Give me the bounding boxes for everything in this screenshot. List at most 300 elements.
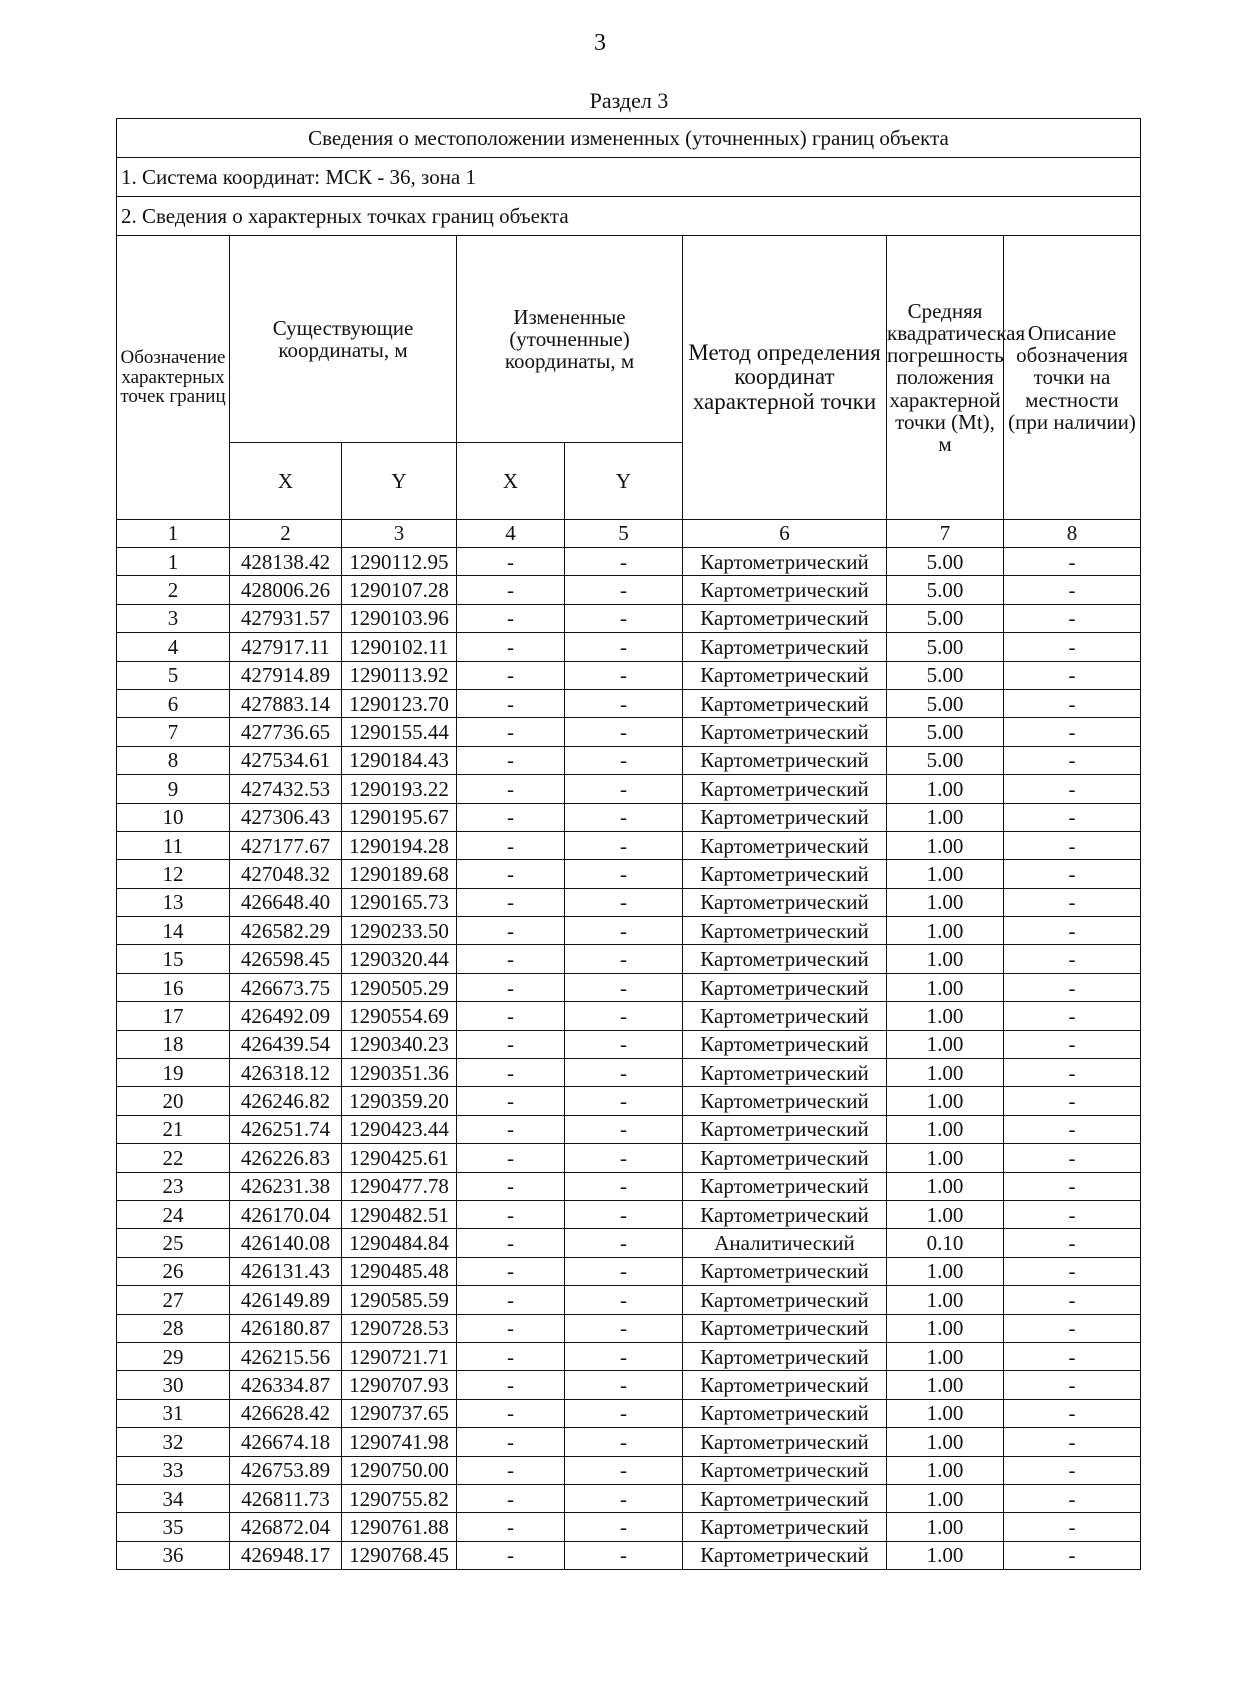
point-number-cell: 30 — [117, 1371, 230, 1399]
changed-y-cell: - — [565, 1342, 683, 1370]
changed-y-cell: - — [565, 1172, 683, 1200]
changed-y-cell: - — [565, 548, 683, 576]
point-number-cell: 26 — [117, 1257, 230, 1285]
description-cell: - — [1004, 1513, 1141, 1541]
changed-y-cell: - — [565, 917, 683, 945]
header-existing-x: X — [230, 443, 342, 520]
existing-x-cell: 426140.08 — [230, 1229, 342, 1257]
table-row — [117, 860, 1141, 888]
point-number-cell: 18 — [117, 1030, 230, 1058]
existing-y-cell: 1290425.61 — [342, 1144, 457, 1172]
header-changed-y: Y — [565, 443, 683, 520]
changed-x-cell: - — [457, 1002, 565, 1030]
description-cell: - — [1004, 1257, 1141, 1285]
error-cell: 1.00 — [887, 1200, 1004, 1228]
description-cell: - — [1004, 576, 1141, 604]
changed-x-cell: - — [457, 1286, 565, 1314]
table-row — [117, 1371, 1141, 1399]
column-number: 5 — [565, 520, 683, 548]
changed-x-cell: - — [457, 1456, 565, 1484]
method-cell: Картометрический — [683, 1002, 887, 1030]
method-cell: Картометрический — [683, 1115, 887, 1143]
point-number-cell: 13 — [117, 888, 230, 916]
method-cell: Картометрический — [683, 1314, 887, 1342]
points-heading-row — [117, 197, 1141, 236]
existing-y-cell: 1290189.68 — [342, 860, 457, 888]
existing-y-cell: 1290113.92 — [342, 661, 457, 689]
point-number-cell: 31 — [117, 1399, 230, 1427]
table-row — [117, 604, 1141, 632]
point-number-cell: 15 — [117, 945, 230, 973]
changed-y-cell: - — [565, 576, 683, 604]
changed-x-cell: - — [457, 888, 565, 916]
point-number-cell: 22 — [117, 1144, 230, 1172]
existing-y-cell: 1290721.71 — [342, 1342, 457, 1370]
method-cell: Картометрический — [683, 803, 887, 831]
existing-x-cell: 426628.42 — [230, 1399, 342, 1427]
description-cell: - — [1004, 1342, 1141, 1370]
error-cell: 1.00 — [887, 1456, 1004, 1484]
table-row — [117, 1030, 1141, 1058]
changed-x-cell: - — [457, 661, 565, 689]
description-cell: - — [1004, 973, 1141, 1001]
description-cell: - — [1004, 1059, 1141, 1087]
column-number: 7 — [887, 520, 1004, 548]
description-cell: - — [1004, 1144, 1141, 1172]
changed-x-cell: - — [457, 831, 565, 859]
table-row — [117, 1172, 1141, 1200]
changed-y-cell: - — [565, 689, 683, 717]
existing-y-cell: 1290123.70 — [342, 689, 457, 717]
existing-x-cell: 426246.82 — [230, 1087, 342, 1115]
existing-x-cell: 427883.14 — [230, 689, 342, 717]
table-row — [117, 718, 1141, 746]
method-cell: Аналитический — [683, 1229, 887, 1257]
table-row — [117, 1513, 1141, 1541]
existing-y-cell: 1290194.28 — [342, 831, 457, 859]
table-row — [117, 1200, 1141, 1228]
existing-y-cell: 1290102.11 — [342, 633, 457, 661]
existing-x-cell: 426439.54 — [230, 1030, 342, 1058]
table-row — [117, 1399, 1141, 1427]
method-cell: Картометрический — [683, 1030, 887, 1058]
changed-y-cell: - — [565, 1257, 683, 1285]
table-title-row — [117, 119, 1141, 158]
existing-x-cell: 426582.29 — [230, 917, 342, 945]
table-row — [117, 1428, 1141, 1456]
existing-y-cell: 1290750.00 — [342, 1456, 457, 1484]
error-cell: 1.00 — [887, 1115, 1004, 1143]
point-number-cell: 21 — [117, 1115, 230, 1143]
point-number-cell: 10 — [117, 803, 230, 831]
table-row — [117, 1257, 1141, 1285]
error-cell: 1.00 — [887, 1286, 1004, 1314]
changed-y-cell: - — [565, 604, 683, 632]
error-cell: 1.00 — [887, 1314, 1004, 1342]
table-row — [117, 661, 1141, 689]
existing-y-cell: 1290707.93 — [342, 1371, 457, 1399]
error-cell: 1.00 — [887, 1484, 1004, 1512]
changed-y-cell: - — [565, 1428, 683, 1456]
description-cell: - — [1004, 831, 1141, 859]
description-cell: - — [1004, 661, 1141, 689]
header-designation: Обозначение характерных точек границ — [117, 236, 230, 520]
existing-y-cell: 1290728.53 — [342, 1314, 457, 1342]
error-cell: 0.10 — [887, 1229, 1004, 1257]
changed-x-cell: - — [457, 1144, 565, 1172]
existing-x-cell: 428138.42 — [230, 548, 342, 576]
error-cell: 1.00 — [887, 860, 1004, 888]
existing-x-cell: 426318.12 — [230, 1059, 342, 1087]
table-row — [117, 1456, 1141, 1484]
existing-y-cell: 1290477.78 — [342, 1172, 457, 1200]
table-title: Сведения о местоположении измененных (уточненных) границ объекта — [117, 119, 1141, 158]
changed-y-cell: - — [565, 1513, 683, 1541]
error-cell: 1.00 — [887, 1002, 1004, 1030]
column-number: 4 — [457, 520, 565, 548]
description-cell: - — [1004, 1428, 1141, 1456]
error-cell: 1.00 — [887, 831, 1004, 859]
method-cell: Картометрический — [683, 775, 887, 803]
existing-x-cell: 426673.75 — [230, 973, 342, 1001]
description-cell: - — [1004, 888, 1141, 916]
table-row — [117, 1541, 1141, 1569]
existing-y-cell: 1290554.69 — [342, 1002, 457, 1030]
point-number-cell: 4 — [117, 633, 230, 661]
changed-x-cell: - — [457, 746, 565, 774]
changed-x-cell: - — [457, 803, 565, 831]
coord-system-row — [117, 158, 1141, 197]
table-row — [117, 1002, 1141, 1030]
header-method: Метод определения координат характерной точки — [683, 236, 887, 520]
column-number-row — [117, 520, 1141, 548]
point-number-cell: 23 — [117, 1172, 230, 1200]
existing-x-cell: 426948.17 — [230, 1541, 342, 1569]
changed-x-cell: - — [457, 1428, 565, 1456]
error-cell: 1.00 — [887, 1172, 1004, 1200]
changed-x-cell: - — [457, 1172, 565, 1200]
table-row — [117, 1342, 1141, 1370]
description-cell: - — [1004, 1172, 1141, 1200]
points-heading: 2. Сведения о характерных точках границ объекта — [117, 197, 1141, 236]
method-cell: Картометрический — [683, 576, 887, 604]
method-cell: Картометрический — [683, 1286, 887, 1314]
error-cell: 5.00 — [887, 633, 1004, 661]
point-number-cell: 33 — [117, 1456, 230, 1484]
error-cell: 1.00 — [887, 1030, 1004, 1058]
changed-x-cell: - — [457, 1342, 565, 1370]
changed-y-cell: - — [565, 1087, 683, 1115]
section-title: Раздел 3 — [589, 88, 669, 113]
changed-y-cell: - — [565, 831, 683, 859]
point-number-cell: 9 — [117, 775, 230, 803]
description-cell: - — [1004, 689, 1141, 717]
existing-x-cell: 426231.38 — [230, 1172, 342, 1200]
table-body — [117, 119, 1141, 1570]
header-description: Описание обозначения точки на местности (при наличии) — [1004, 236, 1141, 520]
description-cell: - — [1004, 1030, 1141, 1058]
existing-x-cell: 426149.89 — [230, 1286, 342, 1314]
point-number-cell: 8 — [117, 746, 230, 774]
existing-x-cell: 426170.04 — [230, 1200, 342, 1228]
column-number: 1 — [117, 520, 230, 548]
changed-x-cell: - — [457, 1399, 565, 1427]
changed-y-cell: - — [565, 1541, 683, 1569]
error-cell: 5.00 — [887, 661, 1004, 689]
existing-x-cell: 427931.57 — [230, 604, 342, 632]
table-row — [117, 831, 1141, 859]
table-row — [117, 945, 1141, 973]
point-number-cell: 5 — [117, 661, 230, 689]
changed-x-cell: - — [457, 1541, 565, 1569]
existing-y-cell: 1290107.28 — [342, 576, 457, 604]
existing-y-cell: 1290485.48 — [342, 1257, 457, 1285]
table-row — [117, 1484, 1141, 1512]
table-row — [117, 775, 1141, 803]
method-cell: Картометрический — [683, 661, 887, 689]
description-cell: - — [1004, 1002, 1141, 1030]
error-cell: 1.00 — [887, 1371, 1004, 1399]
column-number: 8 — [1004, 520, 1141, 548]
changed-y-cell: - — [565, 1200, 683, 1228]
existing-y-cell: 1290233.50 — [342, 917, 457, 945]
header-existing-y: Y — [342, 443, 457, 520]
existing-x-cell: 426753.89 — [230, 1456, 342, 1484]
description-cell: - — [1004, 860, 1141, 888]
existing-y-cell: 1290195.67 — [342, 803, 457, 831]
point-number-cell: 27 — [117, 1286, 230, 1314]
changed-y-cell: - — [565, 1286, 683, 1314]
description-cell: - — [1004, 1484, 1141, 1512]
method-cell: Картометрический — [683, 973, 887, 1001]
table-row — [117, 1286, 1141, 1314]
changed-x-cell: - — [457, 1371, 565, 1399]
header-changed-x: X — [457, 443, 565, 520]
changed-x-cell: - — [457, 689, 565, 717]
existing-x-cell: 426215.56 — [230, 1342, 342, 1370]
existing-y-cell: 1290737.65 — [342, 1399, 457, 1427]
method-cell: Картометрический — [683, 604, 887, 632]
point-number-cell: 29 — [117, 1342, 230, 1370]
method-cell: Картометрический — [683, 1257, 887, 1285]
description-cell: - — [1004, 718, 1141, 746]
table-row — [117, 1144, 1141, 1172]
method-cell: Картометрический — [683, 1200, 887, 1228]
method-cell: Картометрический — [683, 1144, 887, 1172]
changed-y-cell: - — [565, 775, 683, 803]
description-cell: - — [1004, 945, 1141, 973]
changed-y-cell: - — [565, 888, 683, 916]
changed-y-cell: - — [565, 973, 683, 1001]
error-cell: 1.00 — [887, 973, 1004, 1001]
existing-x-cell: 426872.04 — [230, 1513, 342, 1541]
method-cell: Картометрический — [683, 888, 887, 916]
table-row — [117, 917, 1141, 945]
point-number-cell: 1 — [117, 548, 230, 576]
changed-y-cell: - — [565, 1002, 683, 1030]
changed-y-cell: - — [565, 1399, 683, 1427]
method-cell: Картометрический — [683, 945, 887, 973]
changed-y-cell: - — [565, 718, 683, 746]
changed-x-cell: - — [457, 1030, 565, 1058]
table-row — [117, 633, 1141, 661]
point-number-cell: 14 — [117, 917, 230, 945]
error-cell: 1.00 — [887, 888, 1004, 916]
table-row — [117, 746, 1141, 774]
changed-y-cell: - — [565, 1030, 683, 1058]
method-cell: Картометрический — [683, 1087, 887, 1115]
boundary-points-table — [116, 118, 1141, 1570]
existing-y-cell: 1290482.51 — [342, 1200, 457, 1228]
changed-x-cell: - — [457, 1200, 565, 1228]
error-cell: 5.00 — [887, 576, 1004, 604]
table-row — [117, 973, 1141, 1001]
changed-x-cell: - — [457, 1115, 565, 1143]
error-cell: 5.00 — [887, 604, 1004, 632]
changed-x-cell: - — [457, 604, 565, 632]
page-number: 3 — [594, 30, 606, 56]
changed-y-cell: - — [565, 1144, 683, 1172]
table-row — [117, 576, 1141, 604]
point-number-cell: 3 — [117, 604, 230, 632]
description-cell: - — [1004, 917, 1141, 945]
method-cell: Картометрический — [683, 1513, 887, 1541]
error-cell: 1.00 — [887, 1059, 1004, 1087]
point-number-cell: 12 — [117, 860, 230, 888]
existing-y-cell: 1290755.82 — [342, 1484, 457, 1512]
point-number-cell: 32 — [117, 1428, 230, 1456]
existing-x-cell: 427177.67 — [230, 831, 342, 859]
existing-y-cell: 1290484.84 — [342, 1229, 457, 1257]
existing-x-cell: 427534.61 — [230, 746, 342, 774]
changed-x-cell: - — [457, 548, 565, 576]
existing-x-cell: 426811.73 — [230, 1484, 342, 1512]
existing-x-cell: 427917.11 — [230, 633, 342, 661]
error-cell: 5.00 — [887, 746, 1004, 774]
table-row — [117, 1115, 1141, 1143]
existing-x-cell: 426180.87 — [230, 1314, 342, 1342]
existing-y-cell: 1290585.59 — [342, 1286, 457, 1314]
existing-x-cell: 426251.74 — [230, 1115, 342, 1143]
point-number-cell: 7 — [117, 718, 230, 746]
existing-x-cell: 427432.53 — [230, 775, 342, 803]
existing-x-cell: 426334.87 — [230, 1371, 342, 1399]
point-number-cell: 19 — [117, 1059, 230, 1087]
table-row — [117, 803, 1141, 831]
changed-x-cell: - — [457, 1059, 565, 1087]
error-cell: 5.00 — [887, 718, 1004, 746]
method-cell: Картометрический — [683, 1059, 887, 1087]
existing-y-cell: 1290155.44 — [342, 718, 457, 746]
description-cell: - — [1004, 1200, 1141, 1228]
description-cell: - — [1004, 1371, 1141, 1399]
header-existing-coords: Существующие координаты, м — [230, 236, 457, 443]
column-number: 3 — [342, 520, 457, 548]
changed-y-cell: - — [565, 1371, 683, 1399]
error-cell: 1.00 — [887, 1257, 1004, 1285]
changed-x-cell: - — [457, 860, 565, 888]
table-row — [117, 888, 1141, 916]
existing-x-cell: 426226.83 — [230, 1144, 342, 1172]
method-cell: Картометрический — [683, 689, 887, 717]
error-cell: 1.00 — [887, 1428, 1004, 1456]
method-cell: Картометрический — [683, 831, 887, 859]
description-cell: - — [1004, 1456, 1141, 1484]
error-cell: 5.00 — [887, 548, 1004, 576]
changed-y-cell: - — [565, 661, 683, 689]
description-cell: - — [1004, 1541, 1141, 1569]
changed-x-cell: - — [457, 633, 565, 661]
method-cell: Картометрический — [683, 1484, 887, 1512]
existing-x-cell: 427048.32 — [230, 860, 342, 888]
changed-x-cell: - — [457, 775, 565, 803]
existing-x-cell: 426598.45 — [230, 945, 342, 973]
method-cell: Картометрический — [683, 917, 887, 945]
existing-y-cell: 1290351.36 — [342, 1059, 457, 1087]
changed-x-cell: - — [457, 1229, 565, 1257]
existing-y-cell: 1290184.43 — [342, 746, 457, 774]
description-cell: - — [1004, 1314, 1141, 1342]
point-number-cell: 20 — [117, 1087, 230, 1115]
error-cell: 1.00 — [887, 917, 1004, 945]
description-cell: - — [1004, 746, 1141, 774]
existing-y-cell: 1290193.22 — [342, 775, 457, 803]
existing-y-cell: 1290112.95 — [342, 548, 457, 576]
method-cell: Картометрический — [683, 1172, 887, 1200]
changed-y-cell: - — [565, 1059, 683, 1087]
existing-y-cell: 1290340.23 — [342, 1030, 457, 1058]
method-cell: Картометрический — [683, 1342, 887, 1370]
existing-x-cell: 426674.18 — [230, 1428, 342, 1456]
description-cell: - — [1004, 548, 1141, 576]
existing-y-cell: 1290741.98 — [342, 1428, 457, 1456]
existing-x-cell: 426648.40 — [230, 888, 342, 916]
table-row — [117, 689, 1141, 717]
changed-y-cell: - — [565, 860, 683, 888]
coord-system-label: 1. Система координат: МСК - 36, зона 1 — [117, 158, 1141, 197]
changed-x-cell: - — [457, 1484, 565, 1512]
existing-y-cell: 1290768.45 — [342, 1541, 457, 1569]
description-cell: - — [1004, 1286, 1141, 1314]
table-row — [117, 1314, 1141, 1342]
existing-y-cell: 1290761.88 — [342, 1513, 457, 1541]
existing-y-cell: 1290359.20 — [342, 1087, 457, 1115]
point-number-cell: 28 — [117, 1314, 230, 1342]
method-cell: Картометрический — [683, 1399, 887, 1427]
error-cell: 1.00 — [887, 803, 1004, 831]
changed-x-cell: - — [457, 945, 565, 973]
changed-y-cell: - — [565, 1115, 683, 1143]
point-number-cell: 11 — [117, 831, 230, 859]
changed-x-cell: - — [457, 973, 565, 1001]
error-cell: 1.00 — [887, 1541, 1004, 1569]
table-row — [117, 1229, 1141, 1257]
method-cell: Картометрический — [683, 1371, 887, 1399]
error-cell: 1.00 — [887, 945, 1004, 973]
changed-y-cell: - — [565, 746, 683, 774]
method-cell: Картометрический — [683, 860, 887, 888]
existing-x-cell: 426131.43 — [230, 1257, 342, 1285]
point-number-cell: 36 — [117, 1541, 230, 1569]
existing-y-cell: 1290505.29 — [342, 973, 457, 1001]
column-number: 2 — [230, 520, 342, 548]
table-row — [117, 1087, 1141, 1115]
method-cell: Картометрический — [683, 1428, 887, 1456]
changed-y-cell: - — [565, 1484, 683, 1512]
table-row — [117, 548, 1141, 576]
point-number-cell: 17 — [117, 1002, 230, 1030]
error-cell: 1.00 — [887, 1087, 1004, 1115]
